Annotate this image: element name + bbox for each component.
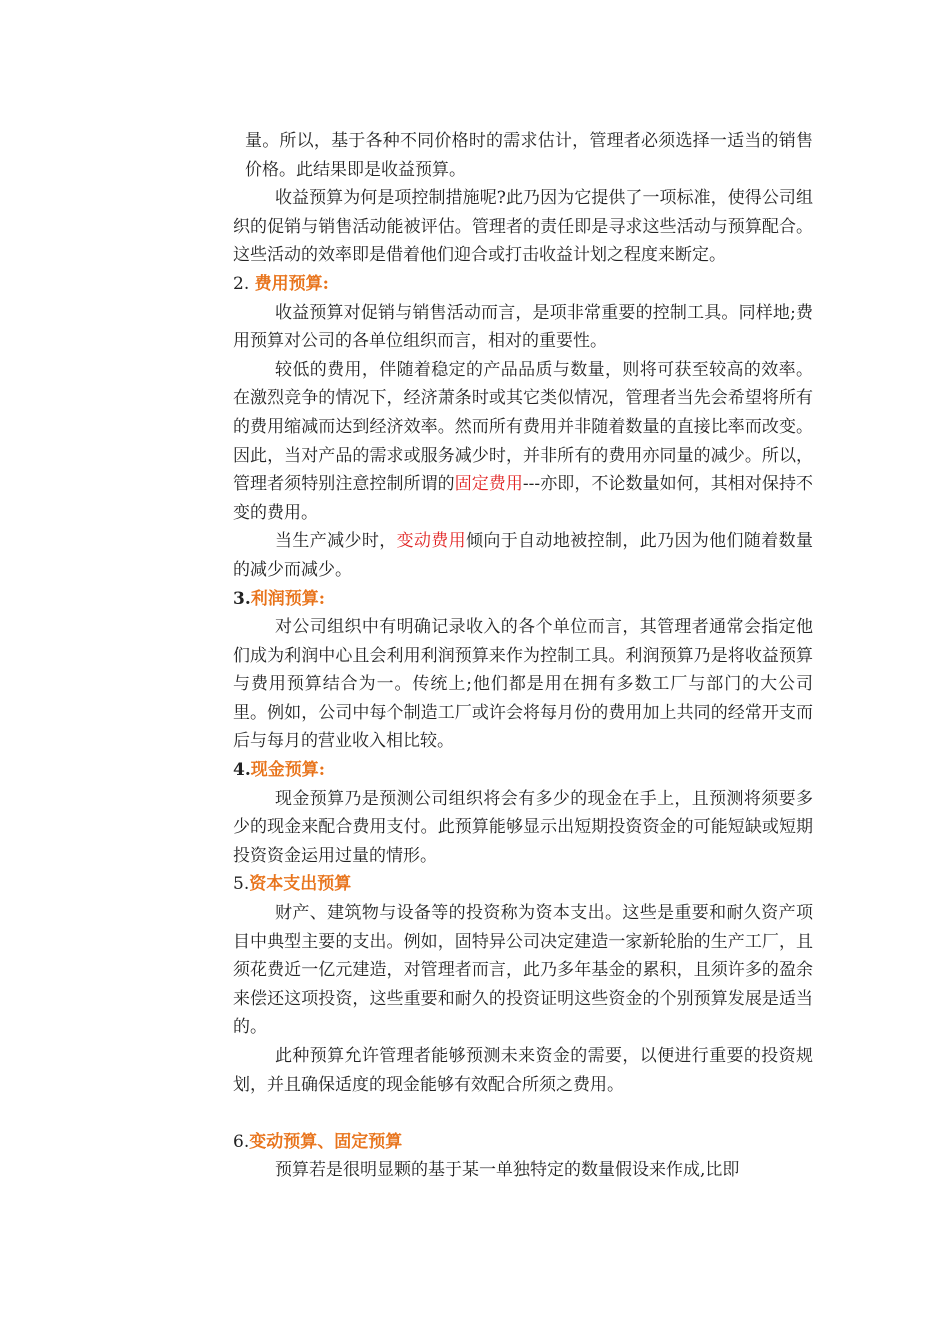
heading-title: 现金预算:: [250, 760, 326, 781]
heading-title: 资本支出预算: [249, 874, 352, 895]
paragraph-text: 倾向于自动地被控制，此乃因为他们随着数量的减少而减少。: [233, 531, 814, 580]
heading-number: 3.: [233, 588, 251, 609]
heading-profit-budget: [233, 585, 813, 614]
heading-title: 变动预算、固定预算: [249, 1131, 403, 1152]
paragraph-text: 较低的费用，伴随着稳定的产品品质与数量，则将可获至较高的效率。在激烈竞争的情况下，经济萧条时或其它类似情况，管理者当先会希望将所有的费用缩减而达到经济效率。然而所有费用并非随着数量的直接比率而改变。因此，当对产品的需求或服务减少时，并非所有的费用亦同量的减少。所以，管理者须特别注意控制所谓的: [233, 359, 813, 495]
term-fixed-cost: 固定费用: [454, 474, 523, 495]
paragraph-cash: 现金预算乃是预测公司组织将会有多少的现金在手上，且预测将须要多少的现金来配合费用支付。此预算能够显示出短期投资资金的可能短缺或短期投资资金运用过量的情形。: [233, 788, 813, 866]
heading-expense-budget: [233, 270, 813, 299]
paragraph-revenue-control: 收益预算为何是项控制措施呢?此乃因为它提供了一项标准，使得公司组织的促销与销售活动能被评估。管理者的责任即是寻求这些活动与预算配合。这些活动的效率即是借着他们迎合或打击收益计划之程度来断定。: [233, 188, 813, 266]
paragraph-expense-variable: [233, 527, 813, 584]
term-variable-cost: 变动费用: [396, 531, 467, 552]
paragraph-variable-budget: 预算若是很明显颗的基于某一单独特定的数量假设来作成,比即: [275, 1160, 740, 1181]
paragraph-expense-intro: 收益预算对促销与销售活动而言，是项非常重要的控制工具。同样地;费用预算对公司的各单位组织而言，相对的重要性。: [233, 302, 813, 352]
document-page: [233, 127, 813, 1185]
paragraph-text: 当生产减少时，: [275, 531, 397, 552]
heading-cash-budget: [233, 756, 813, 785]
heading-number: 6.: [233, 1131, 250, 1152]
paragraph-profit: 对公司组织中有明确记录收入的各个单位而言，其管理者通常会指定他们成为利润中心且会利用利润预算来作为控制工具。利润预算乃是将收益预算与费用预算结合为一。传统上;他们都是用在拥有多数工厂与部门的大公司里。例如，公司中每个制造工厂或许会将每月份的费用加上共同的经常开支而后与每月的营业收入相比较。: [233, 617, 813, 752]
heading-title: 利润预算:: [250, 588, 326, 609]
paragraph-expense-fixed: [233, 356, 813, 528]
heading-number: 4.: [233, 760, 251, 781]
heading-variable-fixed-budget: [233, 1128, 813, 1157]
heading-number: 5.: [233, 874, 250, 895]
paragraph-capital-forecast: 此种预算允许管理者能够预测未来资金的需要，以便进行重要的投资规划，并且确保适度的现金能够有效配合所须之费用。: [233, 1046, 813, 1095]
paragraph-capital: 财产、建筑物与设备等的投资称为资本支出。这些是重要和耐久资产项目中典型主要的支出。例如，固特异公司决定建造一家新轮胎的生产工厂，且须花费近一亿元建造，对管理者而言，此乃多年基金的累积，且须许多的盈余来偿还这项投资，这些重要和耐久的投资证明这些资金的个别预算发展是适当的。: [233, 903, 813, 1038]
heading-capital-budget: [233, 870, 813, 899]
paragraph-text: ---亦即，不论数量如何，其相对保持不变的费用。: [233, 474, 814, 523]
heading-title: 费用预算:: [254, 273, 329, 294]
blank-line: [233, 1099, 813, 1128]
heading-number: 2.: [233, 273, 255, 294]
paragraph-revenue-price: 量。所以，基于各种不同价格时的需求估计，管理者必须选择一适当的销售价格。此结果即是收益预算。: [245, 131, 813, 180]
